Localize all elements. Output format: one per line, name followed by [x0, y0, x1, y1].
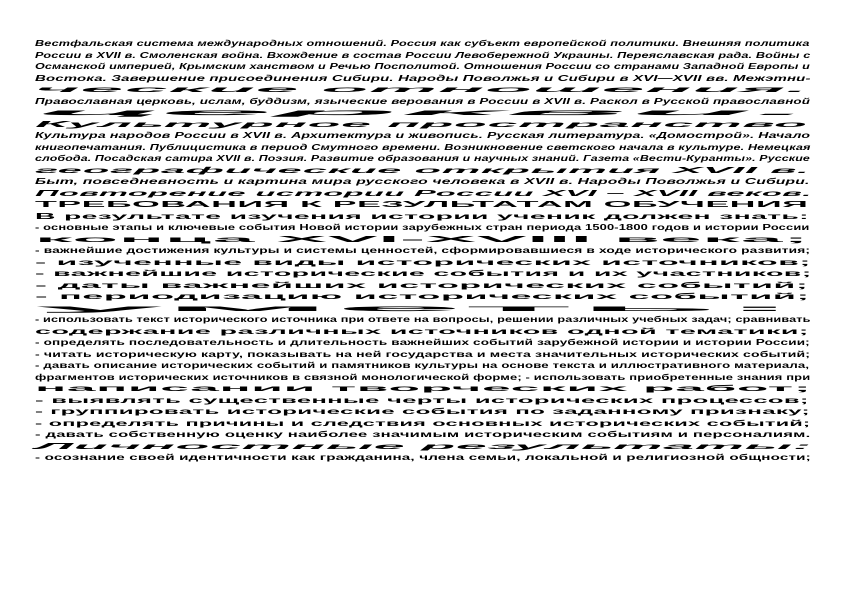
- text-line: Православная церковь, ислам, буддизм, языческие верования в России в XVII в. Раскол в Русской православной: [35, 95, 811, 106]
- text-line: России в XVII в. Смоленская война. Вхождение в состав России Левобережной Украины. Переяславская рада. Войны с: [35, 49, 811, 60]
- list-item: - важнейшие исторические события и их участников;: [35, 268, 812, 278]
- text-line: церкви.: [35, 107, 814, 117]
- text-line: Вестфальская система международных отношений. Россия как субъект европейской политики. Внешняя политика: [35, 38, 810, 48]
- text-line: уметь:: [35, 302, 801, 313]
- list-item: - давать описание исторических событий и памятников культуры на основе текста и иллюстративного материала,: [35, 360, 810, 370]
- list-item: конца XVI-XVIII века;: [35, 233, 810, 244]
- list-item: - использовать текст исторического источника при ответе на вопросы, решении различных учебных задач; сравнивать: [35, 314, 811, 324]
- text-line: В результате изучения истории ученик должен знать:: [35, 210, 809, 221]
- requirements-heading: ТРЕБОВАНИЯ К РЕЗУЛЬТАТАМ ОБУЧЕНИЯ: [35, 199, 809, 209]
- section-heading-culture: Культурное пространство: [35, 118, 808, 129]
- list-item: - осознание своей идентичности как гражданина, члена семьи, локальной и религиозной общности;: [35, 452, 811, 462]
- list-item: фрагментов исторических источников в связной монологической форме; - использовать приобретенные знания при: [35, 371, 811, 382]
- list-item: - основные этапы и ключевые события Новой истории зарубежных стран периода 1500-1800 годов и истории России: [35, 222, 810, 232]
- list-item: содержание различных источников одной тематики;: [35, 325, 809, 336]
- list-item: написании творческих работ;: [35, 383, 812, 393]
- text-line: книгопечатания. Публицистика в период Смутного времени. Возникновение светского начала в культуре. Немецкая: [35, 141, 811, 152]
- list-item: - группировать исторические события по заданному признаку;: [35, 406, 810, 416]
- list-item: - важнейшие достижения культуры и системы ценностей, сформировавшиеся в ходе исторического развития;: [35, 245, 811, 255]
- list-item: - давать собственную оценку наиболее значимым историческим событиям и персоналиям.: [35, 429, 811, 439]
- list-item: - читать историческую карту, показывать на ней государства и места значительных исторических событий;: [35, 348, 811, 359]
- text-line: Повторение истории России XVI – XVII веков.: [35, 187, 812, 198]
- personal-results-heading: Личностные результаты:: [35, 440, 812, 451]
- text-line: Быт, повседневность и картина мира русского человека в XVII в. Народы Поволжья и Сибири.: [35, 176, 810, 186]
- text-line: слобода. Посадская сатира XVII в. Поэзия. Развитие образования и научных знаний. Газета «Вести-Куранты». Русские: [35, 153, 810, 163]
- text-line: Культура народов России в XVII в. Архитектура и живопись. Русская литература. «Домострой». Начало: [35, 130, 811, 140]
- text-line: Османской империей, Крымским ханством и Речью Посполитой. Отношения России со странами Западной Европы и: [35, 61, 810, 71]
- list-item: - периодизацию исторических событий;: [35, 291, 810, 301]
- list-item: - изученные виды исторических источников;: [35, 256, 811, 267]
- text-line: Востока. Завершение присоединения Сибири. Народы Поволжья и Сибири в XVI—XVII вв. Межэтни-: [35, 72, 811, 83]
- list-item: - даты важнейших исторических событий;: [35, 279, 809, 290]
- list-item: - определять последовательность и длительность важнейших событий зарубежной истории и истории России;: [35, 337, 810, 347]
- text-line: ческие отношения.: [35, 84, 809, 94]
- text-line: географические открытия XVII в.: [35, 164, 810, 175]
- list-item: - определять причины и следствия основных исторических событий;: [35, 417, 811, 428]
- document-text: [35, 38, 815, 464]
- list-item: - выявлять существенные черты исторических процессов;: [35, 394, 809, 405]
